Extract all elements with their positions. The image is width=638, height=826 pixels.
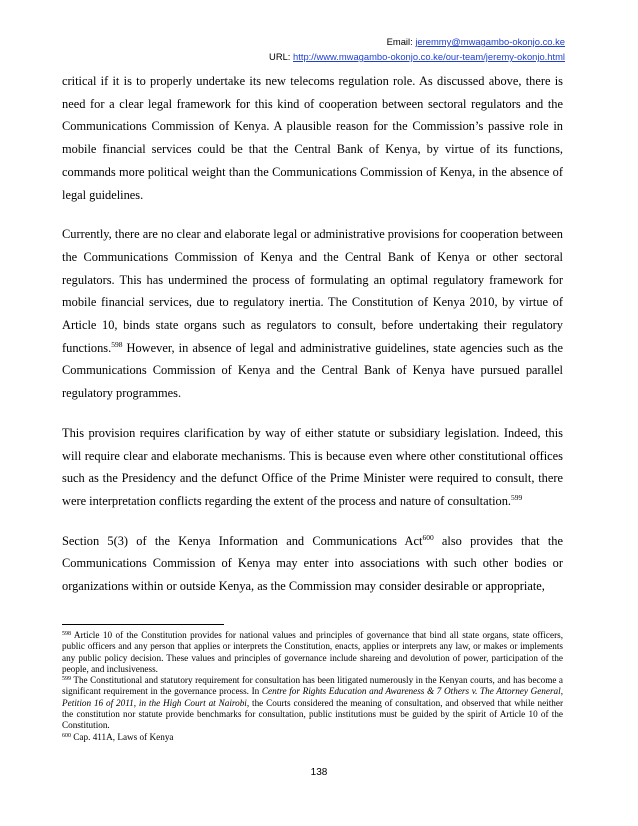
- footnote-number: 599: [62, 676, 71, 683]
- page-number: 138: [310, 767, 328, 778]
- email-link[interactable]: jeremmy@mwagambo-okonjo.co.ke: [415, 36, 565, 47]
- paragraph-4-text-b: also provides that the Communications Commission of Kenya may enter into associations with such other bodies or organizations within or outside Kenya, as the Commission may consider desirable or appropriate,: [62, 533, 563, 594]
- footnote-598: [62, 630, 563, 675]
- paragraph-2-text-b: However, in absence of legal and administrative guidelines, state agencies such as the Communications Commission of Kenya and the Central Bank of Kenya have pursued parallel regulatory programmes.: [62, 340, 563, 401]
- email-label: Email:: [386, 36, 416, 47]
- footnote-number: 598: [62, 631, 71, 637]
- footnote-divider: [62, 624, 224, 625]
- footnote-text: Cap. 411A, Laws of Kenya: [71, 731, 174, 742]
- paragraph-4: [62, 530, 563, 598]
- paragraph-3-text: This provision requires clarification by way of either statute or subsidiary legislation. Indeed, this will require clear and elaborate mechanisms. This is because even where other constitutional offices such as the Presidency and the defunct Office of the Prime Minister were required to consult, there were interpretation conflicts regarding the extent of the process and nature of consultation.: [62, 425, 563, 508]
- url-label: URL:: [269, 51, 294, 62]
- paragraph-4-text-a: Section 5(3) of the Kenya Information and Communications Act: [62, 533, 423, 548]
- url-line: [269, 49, 565, 64]
- paragraph-1-text: critical if it is to properly undertake its new telecoms regulation role. As discussed above, there is need for a clear legal framework for this kind of cooperation between sectoral regulators and the Communications Commission of Kenya. A plausible reason for the Commission’s passive role in mobile financial services could be that the Central Bank of Kenya, by virtue of its functions, commands more political weight than the Communications Commission of Kenya, in the absence of legal guidelines.: [62, 74, 563, 202]
- page-header: [269, 34, 565, 64]
- footnote-ref-598[interactable]: 598: [111, 339, 123, 349]
- paragraph-3: [62, 422, 563, 513]
- footnote-ref-600[interactable]: 600: [422, 532, 434, 542]
- footnote-text: Article 10 of the Constitution provides for national values and principles of governance that bind all state organs, state officers, public officers and any person that applies or interprets the Constitution, enacts, applies or interprets any law, or makes or implements any public policy decision. These values and principles of governance include shareing and devolution of power, participation of the people, and inclusiveness.: [62, 630, 563, 674]
- case-citation: Centre for Rights Education and Awareness & 7 Others v. The Attorney General, Petition 16 of 2011, in the High Court at Nairobi: [62, 686, 563, 708]
- footnote-text: The Constitutional and statutory requirement for consultation has been litigated numerously in the Kenyan courts, and has become a significant requirement in the governance process. In: [62, 675, 563, 697]
- footnote-600: [62, 732, 563, 743]
- footnote-text: , the Courts considered the meaning of consultation, and observed that while neither the constitution nor statute provide benchmarks for consultation, public institutions must be guided by the spirit of Article 10 of the Constitution.: [62, 697, 564, 731]
- email-line: [269, 34, 565, 49]
- footnote-ref-599[interactable]: 599: [511, 492, 523, 502]
- footnotes: [62, 630, 563, 743]
- footnote-599: [62, 675, 563, 731]
- paragraph-1: [62, 70, 563, 206]
- url-link[interactable]: http://www.mwagambo-okonjo.co.ke/our-team/jeremy-okonjo.html: [293, 51, 565, 62]
- footnote-number: 600: [62, 732, 71, 739]
- paragraph-2-text-a: Currently, there are no clear and elaborate legal or administrative provisions for cooperation between the Communications Commission of Kenya and the Central Bank of Kenya or other sectoral regulators. This has undermined the process of formulating an optimal regulatory framework for mobile financial services, due to regulatory inertia. The Constitution of Kenya 2010, by virtue of Article 10, binds state organs such as regulators to consult, before undertaking their regulatory functions.: [62, 227, 563, 355]
- paragraph-2: [62, 223, 563, 405]
- body-text: [62, 70, 563, 615]
